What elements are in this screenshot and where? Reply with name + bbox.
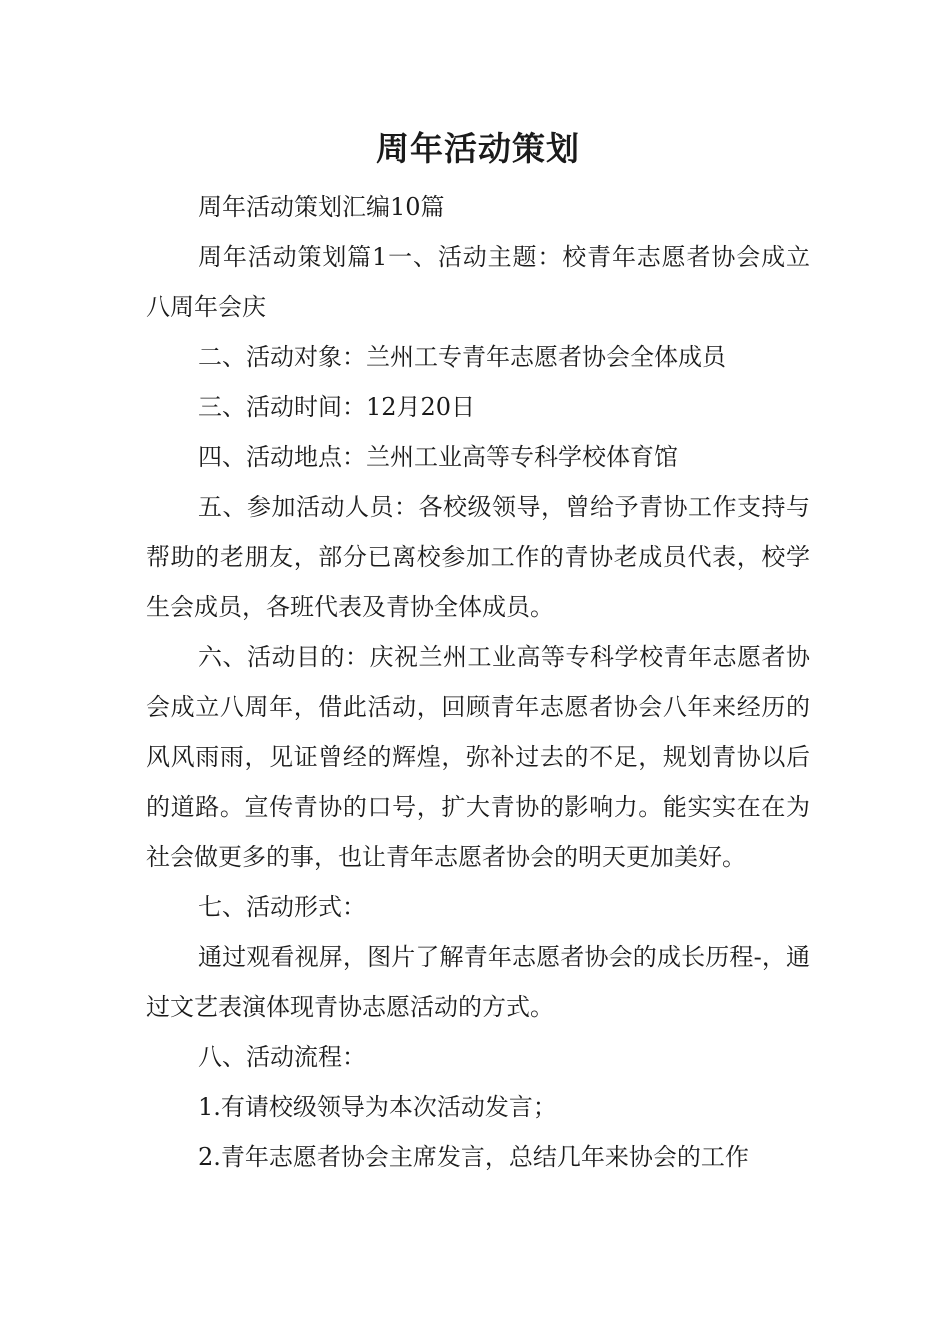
paragraph-process-step-2: 2.青年志愿者协会主席发言，总结几年来协会的工作	[198, 1143, 749, 1171]
document-page	[146, 124, 810, 1182]
paragraph-purpose: 六、活动目的：庆祝兰州工业高等专科学校青年志愿者协会成立八周年，借此活动，回顾青年志愿者协会八年来经历的风风雨雨，见证曾经的辉煌，弥补过去的不足，规划青协以后的道路。宣传青协的口号，扩大青协的影响力。能实实在在为社会做更多的事，也让青年志愿者协会的明天更加美好。	[146, 643, 810, 871]
paragraph-format: 通过观看视屏，图片了解青年志愿者协会的成长历程-，通过文艺表演体现青协志愿活动的方式。	[146, 943, 810, 1021]
paragraph-location: 四、活动地点：兰州工业高等专科学校体育馆	[198, 443, 678, 471]
paragraph-participants: 五、参加活动人员：各校级领导，曾给予青协工作支持与帮助的老朋友，部分已离校参加工作的青协老成员代表，校学生会成员，各班代表及青协全体成员。	[146, 493, 810, 621]
paragraph-subtitle: 周年活动策划汇编10篇	[198, 193, 445, 221]
paragraph-process-heading: 八、活动流程：	[198, 1043, 366, 1071]
paragraph-format-heading: 七、活动形式：	[198, 893, 366, 921]
document-title: 周年活动策划	[376, 129, 580, 168]
paragraph-process-step-1: 1.有请校级领导为本次活动发言；	[198, 1093, 557, 1121]
paragraph-time: 三、活动时间：12月20日	[198, 393, 476, 421]
paragraph-target: 二、活动对象：兰州工专青年志愿者协会全体成员	[198, 343, 726, 371]
paragraph-theme: 周年活动策划篇1一、活动主题：校青年志愿者协会成立八周年会庆	[146, 243, 810, 321]
